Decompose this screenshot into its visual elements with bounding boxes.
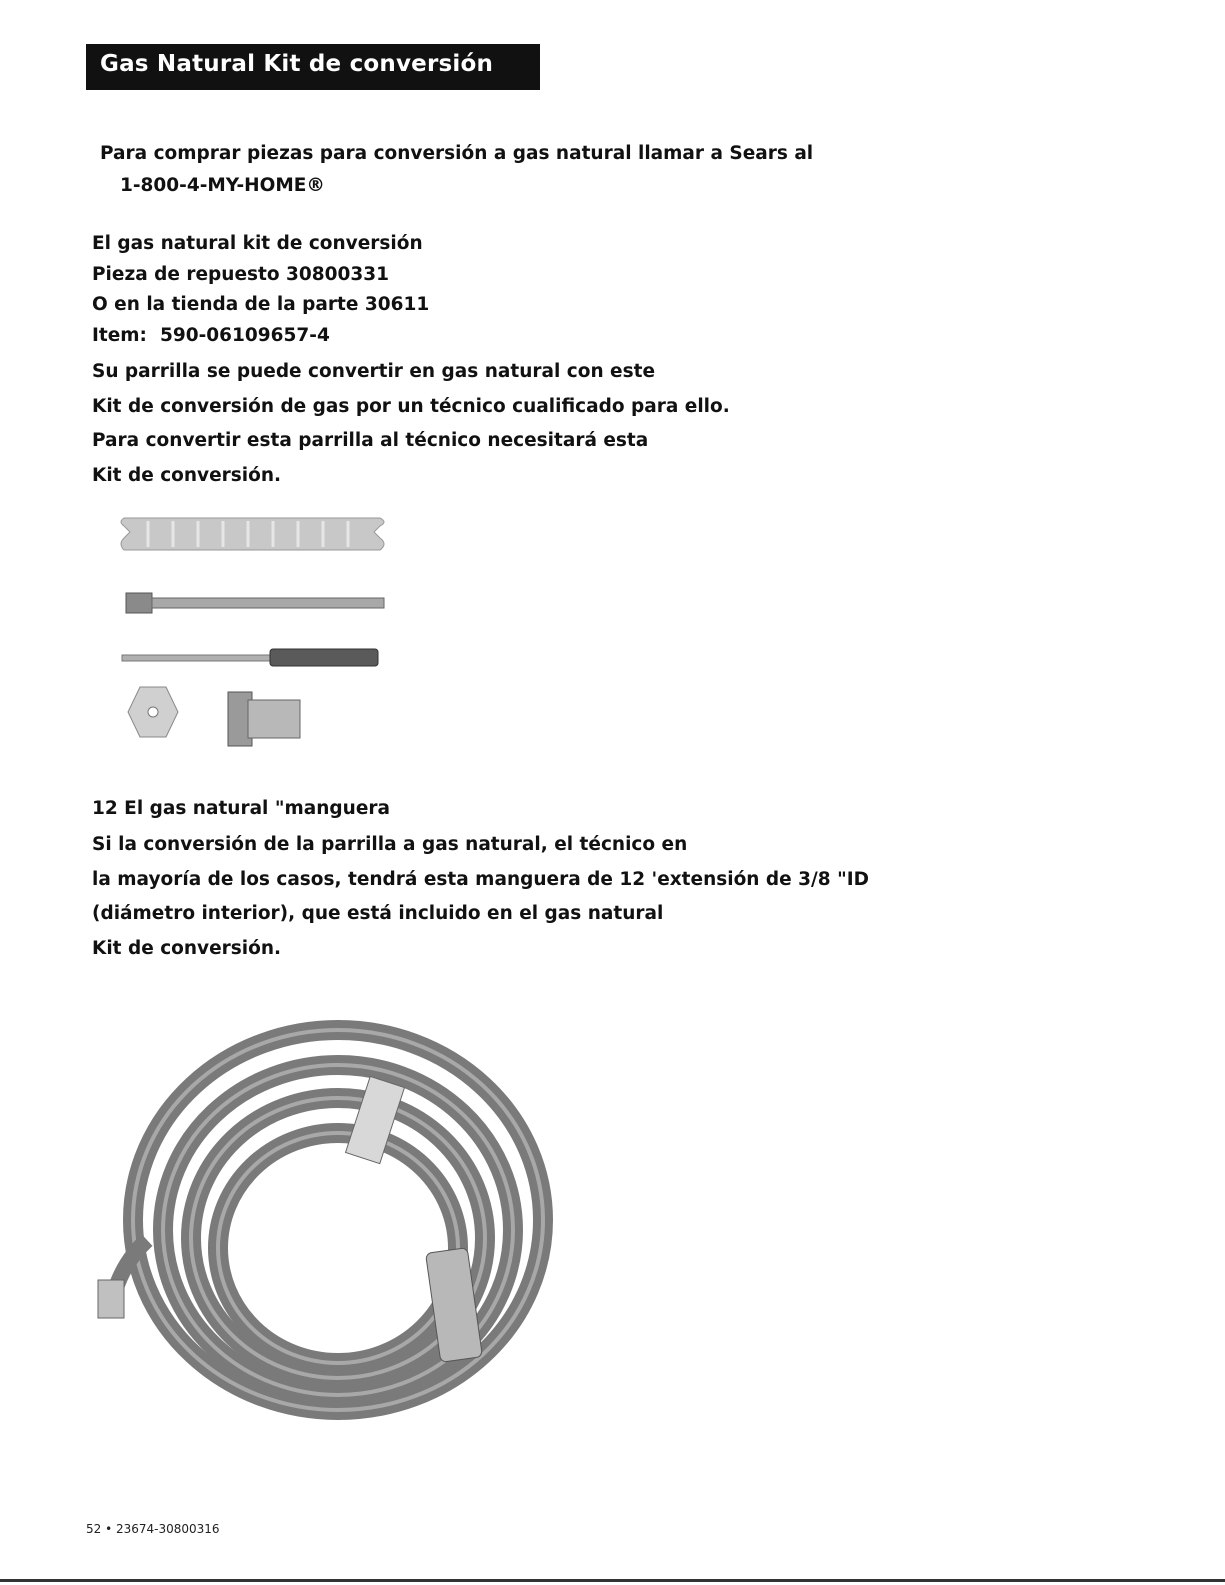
hose-title: 12 El gas natural "manguera [92,798,390,819]
page-header-bar [86,44,540,90]
kit-part-number: Pieza de repuesto 30800331 [92,264,389,285]
hose-description-line: (diámetro interior), que está incluido en el gas natural [92,903,664,924]
hose-description-line: la mayoría de los casos, tendrá esta manguera de 12 'extensión de 3/8 "ID [92,869,869,890]
phone-number: 1-800-4-MY-HOME® [120,175,325,196]
bottom-divider [0,1579,1225,1582]
kit-item-row [92,324,330,348]
hose-description-line: Si la conversión de la parrilla a gas natural, el técnico en [92,834,688,855]
hose-fitting-left [98,1280,124,1318]
socket-driver-image [126,593,384,613]
kit-store-part: O en la tienda de la parte 30611 [92,294,430,315]
kit-description-line: Para convertir esta parrilla al técnico necesitará esta [92,430,649,451]
kit-description-line: Kit de conversión de gas por un técnico cualificado para ello. [92,396,730,417]
orifice-nut-image [128,687,178,737]
hose-description-line: Kit de conversión. [92,938,282,959]
kit-description-line: Su parrilla se puede convertir en gas natural con este [92,361,656,382]
wrench-image [121,518,384,550]
kit-description-line: Kit de conversión. [92,465,282,486]
hose-image [95,1020,555,1440]
intro-text: Para comprar piezas para conversión a gas natural llamar a Sears al [100,143,814,164]
page-footer: 52 • 23674-30800316 [86,1522,220,1536]
kit-title: El gas natural kit de conversión [92,233,423,254]
item-label: Item: [92,325,147,346]
item-value: 590-06109657-4 [160,325,330,346]
elbow-fitting-image [228,692,300,746]
page-title: Gas Natural Kit de conversión [100,51,494,77]
kit-parts-illustration [118,512,388,752]
screwdriver-image [122,649,378,666]
